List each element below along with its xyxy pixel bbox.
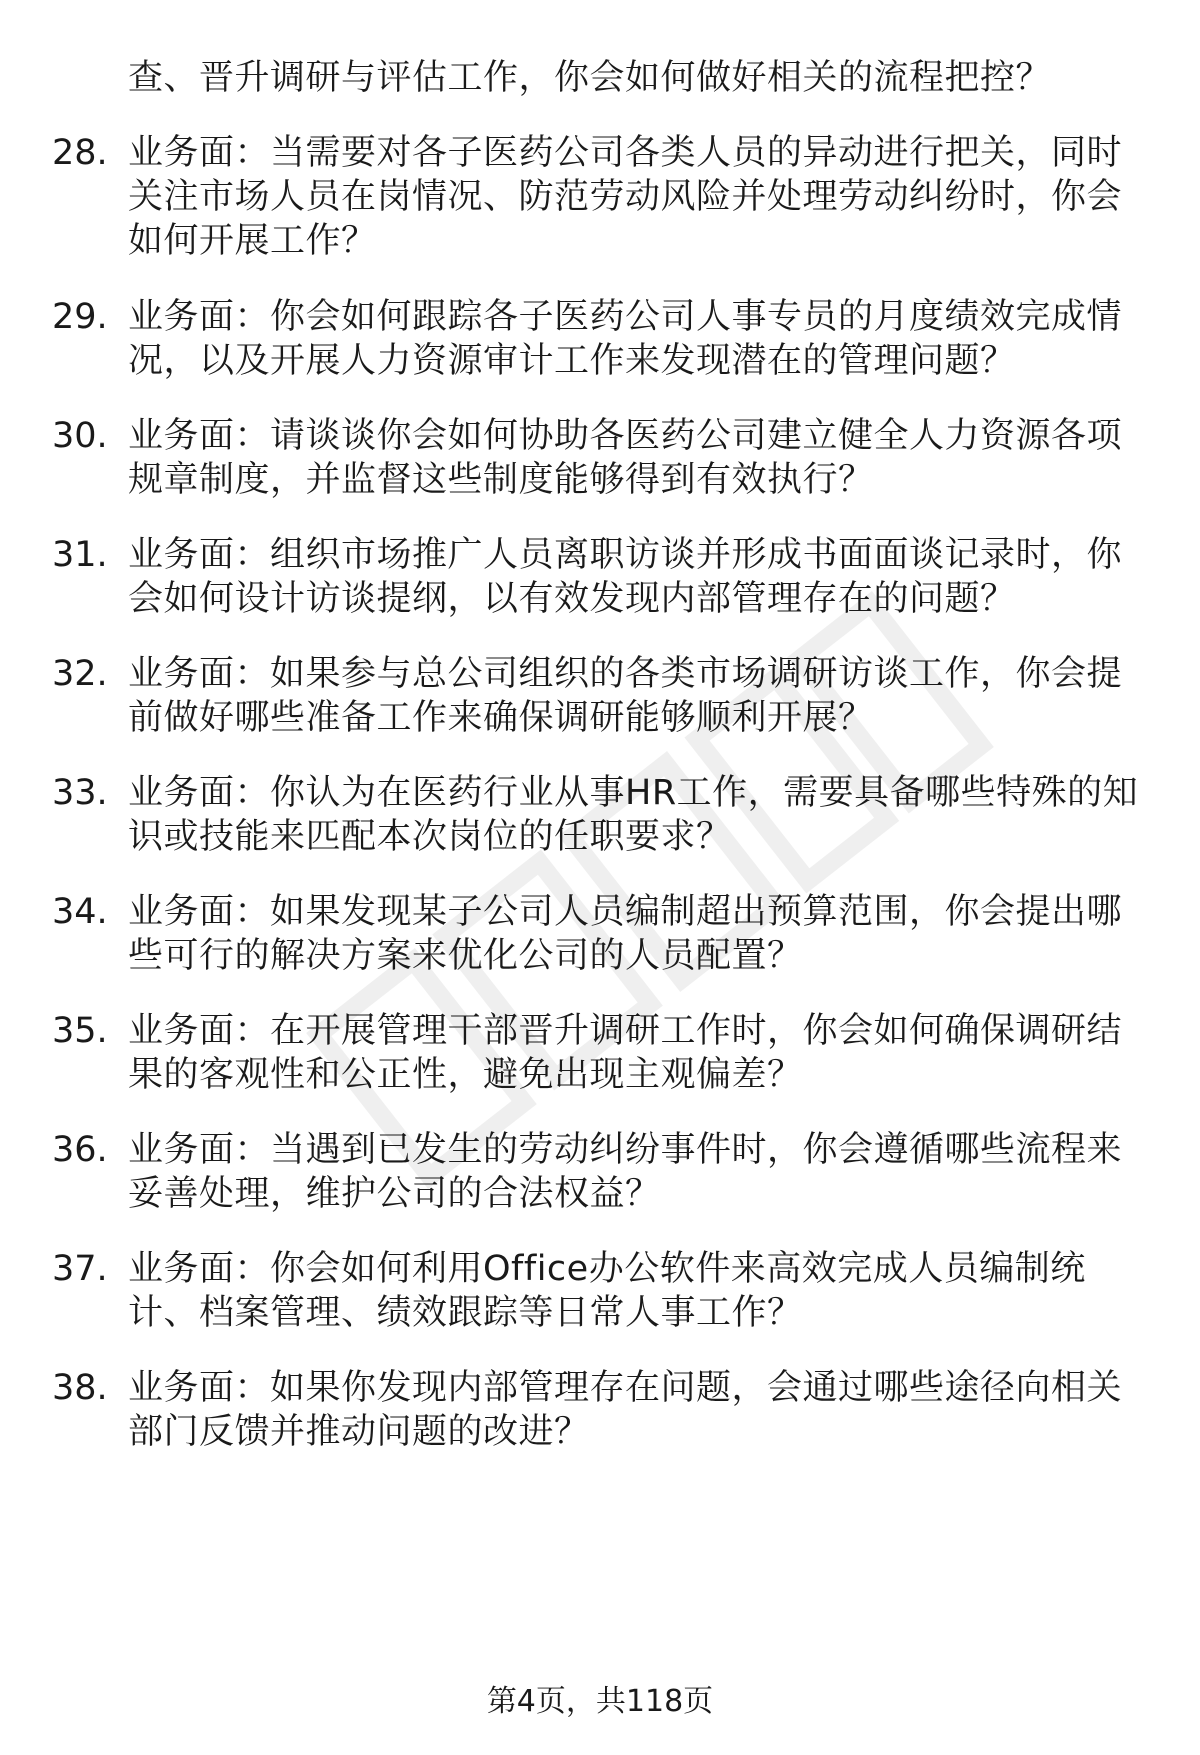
question-number: 30. [52, 416, 108, 456]
question-line: 业务面：当遇到已发生的劳动纠纷事件时，你会遵循哪些流程来 [128, 1130, 1123, 1170]
question-line: 会如何设计访谈提纲，以有效发现内部管理存在的问题？ [128, 579, 1016, 619]
question-line: 如何开展工作？ [128, 221, 377, 261]
question-number: 28. [52, 133, 108, 173]
question-line: 前做好哪些准备工作来确保调研能够顺利开展？ [128, 698, 874, 738]
question-line: 况，以及开展人力资源审计工作来发现潜在的管理问题？ [128, 341, 1016, 381]
question-line: 部门反馈并推动问题的改进？ [128, 1412, 590, 1452]
question-line: 业务面：你会如何跟踪各子医药公司人事专员的月度绩效完成情 [128, 297, 1123, 337]
question-number: 33. [52, 773, 108, 813]
question-line: 业务面：如果发现某子公司人员编制超出预算范围，你会提出哪 [128, 892, 1123, 932]
question-line: 业务面：当需要对各子医药公司各类人员的异动进行把关，同时 [128, 133, 1123, 173]
question-line: 业务面：请谈谈你会如何协助各医药公司建立健全人力资源各项 [128, 416, 1123, 456]
intro-line: 查、晋升调研与评估工作，你会如何做好相关的流程把控？ [128, 58, 1052, 98]
question-line: 业务面：你会如何利用Office办公软件来高效完成人员编制统 [128, 1249, 1086, 1289]
question-line: 业务面：你认为在医药行业从事HR工作，需要具备哪些特殊的知 [128, 773, 1139, 813]
question-line: 关注市场人员在岗情况、防范劳动风险并处理劳动纠纷时，你会 [128, 177, 1123, 217]
question-line: 业务面：组织市场推广人员离职访谈并形成书面面谈记录时，你 [128, 535, 1123, 575]
page-number-footer: 第4页，共118页 [486, 1684, 714, 1719]
question-line: 规章制度，并监督这些制度能够得到有效执行？ [128, 460, 874, 500]
question-number: 38. [52, 1368, 108, 1408]
question-number: 37. [52, 1249, 108, 1289]
question-number: 31. [52, 535, 108, 575]
question-number: 32. [52, 654, 108, 694]
question-number: 36. [52, 1130, 108, 1170]
question-line: 妥善处理，维护公司的合法权益？ [128, 1174, 661, 1214]
question-line: 业务面：在开展管理干部晋升调研工作时，你会如何确保调研结 [128, 1011, 1123, 1051]
question-line: 识或技能来匹配本次岗位的任职要求？ [128, 817, 732, 857]
question-number: 29. [52, 297, 108, 337]
question-line: 业务面：如果你发现内部管理存在问题，会通过哪些途径向相关 [128, 1368, 1123, 1408]
question-line: 些可行的解决方案来优化公司的人员配置？ [128, 936, 803, 976]
question-line: 业务面：如果参与总公司组织的各类市场调研访谈工作，你会提 [128, 654, 1123, 694]
question-number: 34. [52, 892, 108, 932]
question-line: 计、档案管理、绩效跟踪等日常人事工作？ [128, 1293, 803, 1333]
question-number: 35. [52, 1011, 108, 1051]
question-line: 果的客观性和公正性，避免出现主观偏差？ [128, 1055, 803, 1095]
